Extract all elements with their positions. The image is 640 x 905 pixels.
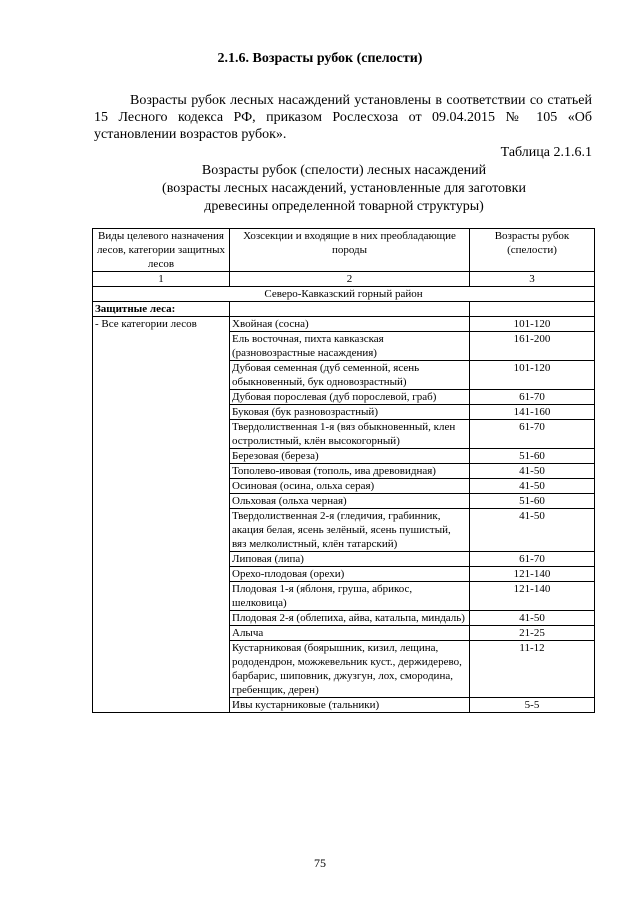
table-row — [93, 626, 595, 641]
table-row — [93, 641, 595, 698]
table-row — [93, 494, 595, 509]
empty-cell — [230, 302, 470, 317]
age-cell: 61-70 — [470, 390, 595, 405]
age-cell: 41-50 — [470, 509, 595, 552]
category-cell-continued — [93, 361, 230, 390]
category-cell-continued — [93, 626, 230, 641]
category-cell-continued — [93, 494, 230, 509]
table-row — [93, 582, 595, 611]
section-cell: Березовая (береза) — [230, 449, 470, 464]
section-heading: 2.1.6. Возрасты рубок (спелости) — [217, 51, 423, 66]
age-cell: 101-120 — [470, 317, 595, 332]
category-cell-continued — [93, 509, 230, 552]
category-cell-continued — [93, 449, 230, 464]
header-cell-purpose: Виды целевого назначения лесов, категории защитных лесов — [93, 229, 230, 272]
age-cell: 101-120 — [470, 361, 595, 390]
empty-cell — [470, 302, 595, 317]
section-cell: Ивы кустарниковые (тальники) — [230, 698, 470, 713]
table-row — [93, 509, 595, 552]
table-row — [93, 405, 595, 420]
section-cell: Хвойная (сосна) — [230, 317, 470, 332]
category-cell-continued — [93, 464, 230, 479]
age-cell: 141-160 — [470, 405, 595, 420]
section-cell: Кустарниковая (боярышник, кизил, лещина, рододендрон, можжевельник куст., держидерево, барбарис, шиповник, джузгун, лох, смородина, гребенщик, дерен) — [230, 641, 470, 698]
column-number-row — [93, 272, 595, 287]
table-number: Таблица 2.1.6.1 — [500, 145, 592, 160]
age-cell: 21-25 — [470, 626, 595, 641]
category-cell-continued — [93, 698, 230, 713]
cutting-age-table — [92, 228, 595, 713]
header-cell-sections: Хозсекции и входящие в них преобладающие породы — [230, 229, 470, 272]
column-number: 3 — [470, 272, 595, 287]
page-number: 75 — [314, 856, 326, 870]
table-title — [94, 162, 594, 216]
table-row — [93, 390, 595, 405]
category-cell-continued — [93, 420, 230, 449]
table-row — [93, 464, 595, 479]
header-cell-ages: Возрасты рубок (спелости) — [470, 229, 595, 272]
table-row — [93, 552, 595, 567]
table-title-line: Возрасты рубок (спелости) лесных насаждений — [201, 163, 487, 178]
section-cell: Плодовая 2-я (облепиха, айва, катальпа, миндаль) — [230, 611, 470, 626]
age-cell: 41-50 — [470, 611, 595, 626]
section-cell: Ель восточная, пихта кавказская (разновозрастные насаждения) — [230, 332, 470, 361]
age-cell: 41-50 — [470, 479, 595, 494]
table-title-line: древесины определенной товарной структуры) — [204, 199, 484, 214]
section-cell: Плодовая 1-я (яблоня, груша, абрикос, шелковица) — [230, 582, 470, 611]
group-row — [93, 302, 595, 317]
table-row — [93, 611, 595, 626]
age-cell: 61-70 — [470, 552, 595, 567]
group-name: Защитные леса: — [93, 302, 230, 317]
age-cell: 61-70 — [470, 420, 595, 449]
section-cell: Алыча — [230, 626, 470, 641]
category-cell: - Все категории лесов — [93, 317, 230, 332]
age-cell: 121-140 — [470, 567, 595, 582]
age-cell: 121-140 — [470, 582, 595, 611]
age-cell: 161-200 — [470, 332, 595, 361]
age-cell: 51-60 — [470, 449, 595, 464]
age-cell: 5-5 — [470, 698, 595, 713]
column-number: 1 — [93, 272, 230, 287]
section-cell: Дубовая порослевая (дуб порослевой, граб) — [230, 390, 470, 405]
category-cell-continued — [93, 567, 230, 582]
section-cell: Буковая (бук разновозрастный) — [230, 405, 470, 420]
category-cell-continued — [93, 552, 230, 567]
table-title-line: (возрасты лесных насаждений, установленные для заготовки — [162, 181, 526, 196]
table-row — [93, 698, 595, 713]
category-cell-continued — [93, 390, 230, 405]
section-cell: Тополево-ивовая (тополь, ива древовидная) — [230, 464, 470, 479]
table-header-row — [93, 229, 595, 272]
section-cell: Липовая (липа) — [230, 552, 470, 567]
category-cell-continued — [93, 582, 230, 611]
intro-paragraph: Возрасты рубок лесных насаждений установлены в соответствии со статьей 15 Лесного кодекса РФ, приказом Рослесхоза от 09.04.2015 № 105 «Об установлении возрастов рубок». — [94, 93, 592, 142]
age-cell: 11-12 — [470, 641, 595, 698]
table-row — [93, 449, 595, 464]
age-cell: 51-60 — [470, 494, 595, 509]
table-row — [93, 317, 595, 332]
category-cell-continued — [93, 332, 230, 361]
section-cell: Дубовая семенная (дуб семенной, ясень обыкновенный, бук одновозрастный) — [230, 361, 470, 390]
column-number: 2 — [230, 272, 470, 287]
table-row — [93, 332, 595, 361]
section-cell: Ольховая (ольха черная) — [230, 494, 470, 509]
region-name: Северо-Кавказский горный район — [93, 287, 595, 302]
table-row — [93, 567, 595, 582]
category-cell-continued — [93, 611, 230, 626]
category-cell-continued — [93, 641, 230, 698]
category-cell-continued — [93, 405, 230, 420]
category-cell-continued — [93, 479, 230, 494]
section-cell: Твердолиственная 2-я (гледичия, грабинник, акация белая, ясень зелёный, ясень пушистый, вяз мелколистный, клён татарский) — [230, 509, 470, 552]
age-cell: 41-50 — [470, 464, 595, 479]
section-cell: Орехо-плодовая (орехи) — [230, 567, 470, 582]
table-row — [93, 479, 595, 494]
section-cell: Твердолиственная 1-я (вяз обыкновенный, клен остролистный, клён высокогорный) — [230, 420, 470, 449]
section-cell: Осиновая (осина, ольха серая) — [230, 479, 470, 494]
region-row — [93, 287, 595, 302]
table-row — [93, 361, 595, 390]
table-row — [93, 420, 595, 449]
